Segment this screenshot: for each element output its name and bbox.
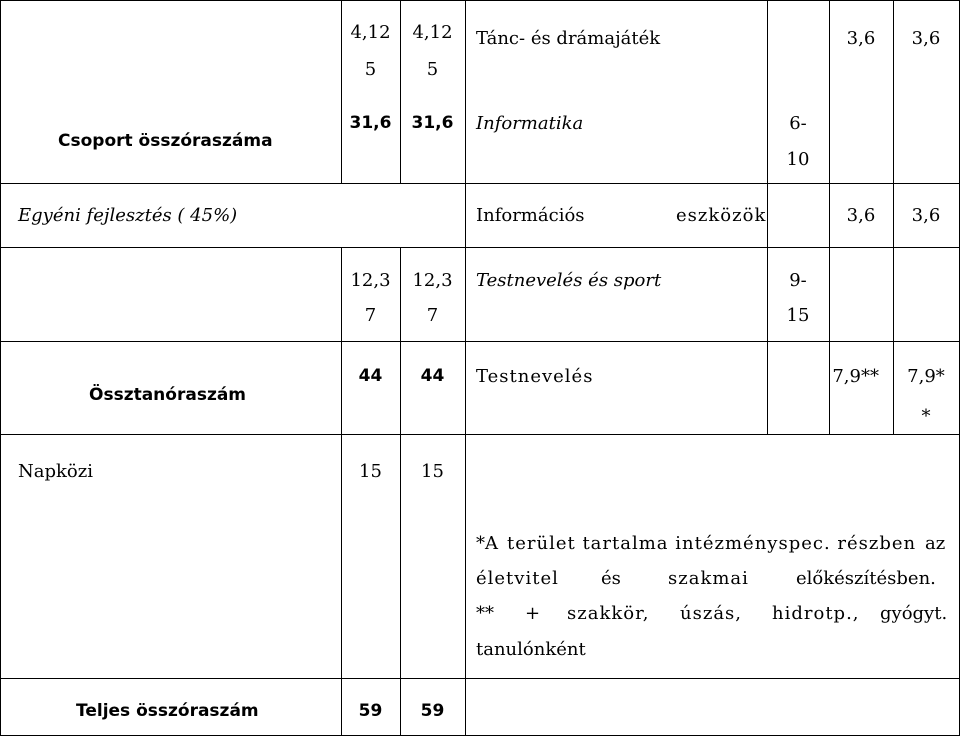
note-4: tanulónként [476,639,586,660]
row5-r2a: 7,9* [907,366,945,387]
note-1b: terület tartalma intézményspec. részben [507,533,917,554]
note-2c: szakmai [668,568,749,589]
row2-label: Csoport összóraszáma [58,131,273,151]
row4-v2a: 12,3 [412,270,453,291]
row2-v2: 31,6 [411,113,454,133]
row6-v2: 15 [421,461,444,482]
note-1a: *A [476,533,498,554]
note-3e: hidrotp., [772,603,860,624]
row3-subject-a: Információs [476,205,585,226]
row6-v1: 15 [359,461,382,482]
row1-v1a: 4,12 [350,22,391,43]
row5-subject: Testnevelés [476,366,594,387]
row1-v1b: 5 [364,59,377,80]
row4-v1a: 12,3 [350,270,391,291]
row7-label: Teljes összóraszám [76,701,259,721]
note-3d: úszás, [680,603,743,624]
row3-r2: 3,6 [911,205,941,226]
rule-row3 [0,183,960,184]
row1-r1: 3,6 [846,28,876,49]
row4-r1a: 9- [789,270,807,291]
row7-v1: 59 [358,701,383,721]
row5-v2: 44 [420,366,445,386]
rule-row4 [0,247,960,248]
row2-r1b: 10 [786,149,810,170]
rule-top [0,0,960,1]
row3-r1: 3,6 [846,205,876,226]
row7-v2: 59 [420,701,445,721]
note-2a: életvitel [476,568,559,589]
row1-subject: Tánc- és drámajáték [476,28,661,49]
rule-row6 [0,434,960,435]
row2-r1a: 6- [789,113,807,134]
row1-v2b: 5 [426,59,439,80]
note-2b: és [601,568,621,589]
row3-label: Egyéni fejlesztés ( 45%) [18,205,238,226]
row4-v1b: 7 [364,305,377,326]
note-2d: előkészítésben. [796,568,936,589]
rule-left [0,0,1,736]
row5-v1: 44 [358,366,383,386]
rule-col-c [465,0,466,736]
row5-label: Össztanóraszám [89,385,247,405]
rule-row5 [0,341,960,342]
rule-row7 [0,678,960,679]
note-1c: az [925,533,946,554]
row5-r1: 7,9** [832,366,879,387]
row4-r1b: 15 [786,305,810,326]
note-3a: ** [476,603,494,624]
row1-r2: 3,6 [911,28,941,49]
row2-subject: Informatika [476,113,584,134]
note-3f: gyógyt. [880,603,948,624]
row2-v1: 31,6 [349,113,392,133]
row1-v2a: 4,12 [412,22,453,43]
row3-subject-b: eszközök [676,205,767,226]
row6-label: Napközi [18,461,93,482]
row4-v2b: 7 [426,305,439,326]
note-3b: + [525,603,541,624]
note-3c: szakkör, [567,603,650,624]
row4-subject: Testnevelés és sport [476,270,662,291]
row5-r2b: * [921,406,931,427]
